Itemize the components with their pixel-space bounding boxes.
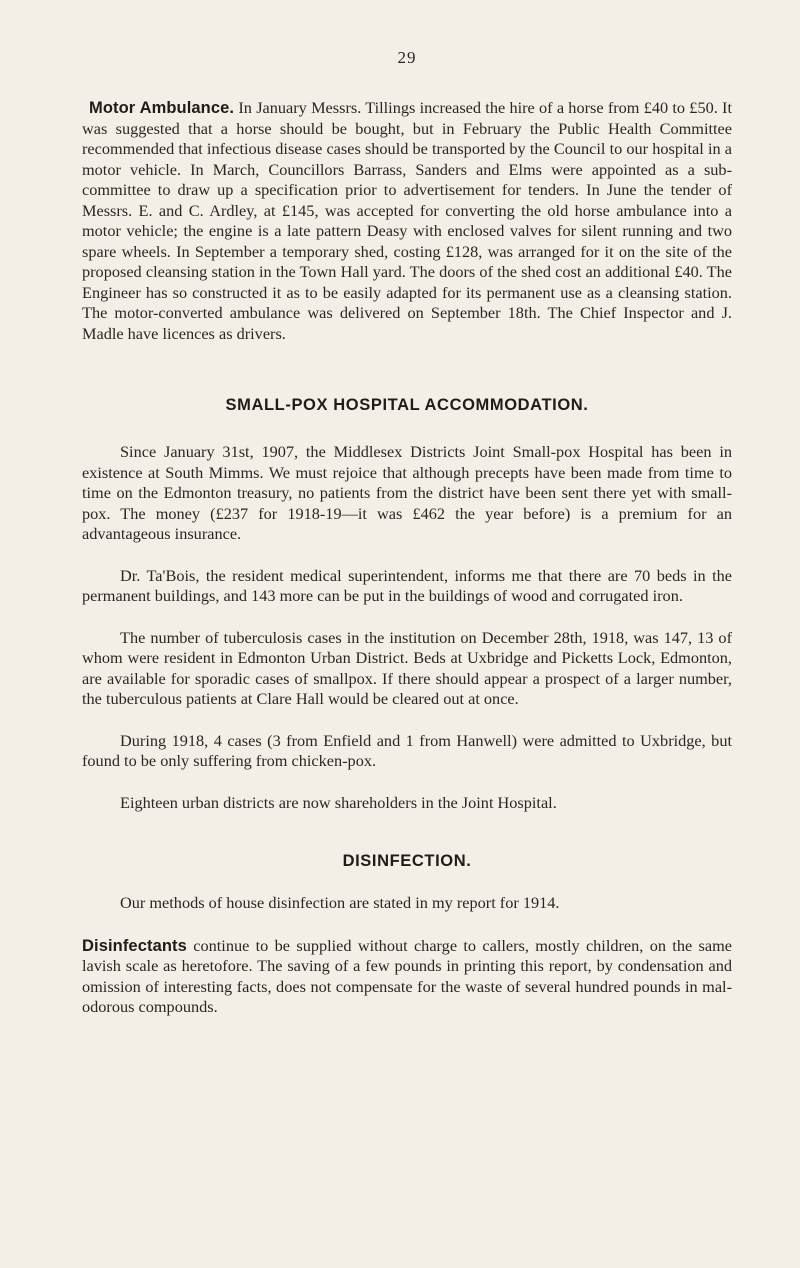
motor-ambulance-paragraph xyxy=(82,98,732,344)
disinfection-methods-paragraph: Our methods of house disinfection are stated in my report for 1914. xyxy=(120,893,560,912)
disinfectants-paragraph xyxy=(82,936,732,1018)
disinfectants-heading: Disinfectants xyxy=(82,936,187,955)
disinfection-section-title: DISINFECTION. xyxy=(342,852,472,870)
smallpox-section-title: SMALL-POX HOSPITAL ACCOMMODATION. xyxy=(225,396,589,414)
smallpox-paragraph-beds: Dr. Ta'Bois, the resident medical superintendent, informs me that there are 70 beds in the permanent buildings, and 143 more can be put in the buildings of wood and corrugated iron. xyxy=(82,565,732,605)
smallpox-paragraph-admissions: During 1918, 4 cases (3 from Enfield and 1 from Hanwell) were admitted to Uxbridge, but found to be only suffering from chicken-pox. xyxy=(82,730,732,770)
smallpox-paragraph-hospital: Since January 31st, 1907, the Middlesex Districts Joint Small-pox Hospital has been in existence at South Mimms. We must rejoice that although precepts have been made from time to time on the Edmonton treasury, no patients from the district have been sent there yet with small-pox. The money (£237 for 1918-19—it was £462 the year before) is a premium for an advantageous insurance. xyxy=(82,442,732,543)
smallpox-paragraph-shareholders: Eighteen urban districts are now shareholders in the Joint Hospital. xyxy=(120,792,557,812)
smallpox-paragraph-tuberculosis: The number of tuberculosis cases in the institution on December 28th, 1918, was 147, 13 of whom were resident in Edmonton Urban District. Beds at Uxbridge and Picketts Lock, Edmonton, are available for sporadic cases of smallpox. If there should appear a prospect of a larger number, the tuberculous patients at Clare Hall would be cleared out at once. xyxy=(82,627,732,708)
page-number: 29 xyxy=(397,48,417,67)
motor-ambulance-heading: Motor Ambulance. xyxy=(89,99,235,117)
motor-ambulance-text: In January Messrs. Tillings increased the hire of a horse from £40 to £50. It was suggested that a horse should be bought, but in February the Public Health Committee recommended that infectious disease cases should be transported by the Council to our hospital in a motor vehicle. In March, Councillors Barrass, Sanders and Elms were appointed as a sub-committee to draw up a specification prior to advertisement for tenders. In June the tender of Messrs. E. and C. Ardley, at £145, was accepted for converting the old horse ambulance into a motor vehicle; the engine is a late pattern Deasy with enclosed valves for silent running and two spare wheels. In September a temporary shed, costing £128, was arranged for it on the site of the proposed cleansing station in the Town Hall yard. The doors of the shed cost an additional £40. The Engineer has so constructed it as to be easily adapted for its permanent use as a cleansing station. The motor-converted ambulance was delivered on September 18th. The Chief Inspector and J. Madle have licences as drivers. xyxy=(82,98,733,343)
disinfectants-text: continue to be supplied without charge to callers, mostly children, on the same lavish scale as heretofore. The saving of a few pounds in printing this report, by condensation and omission of interesting facts, does not compensate for the waste of several hundred pounds in mal-odorous compounds. xyxy=(82,935,732,1016)
